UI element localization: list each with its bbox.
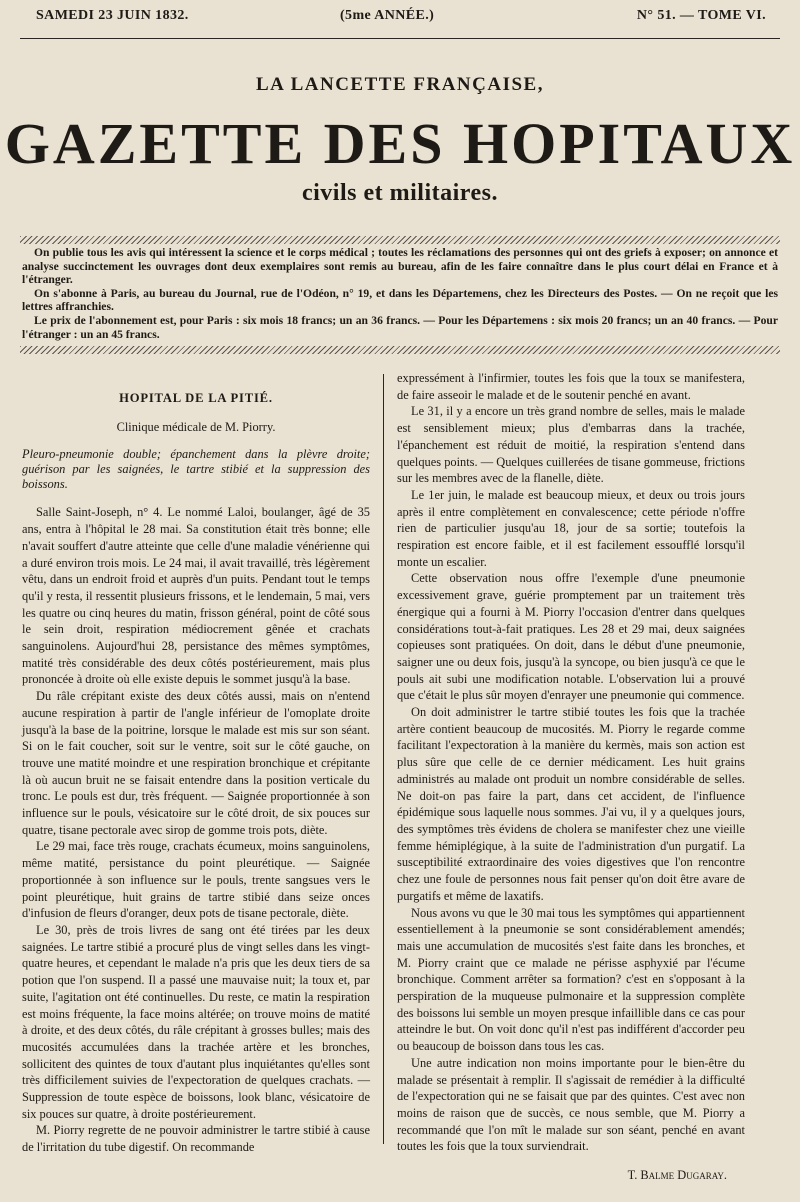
masthead-top-line — [28, 8, 772, 32]
article-left-column — [22, 370, 370, 1156]
column-divider — [383, 374, 384, 1144]
notice-paragraph: Le prix de l'abonnement est, pour Paris : six mois 18 francs; un an 36 francs. — Pour les Départemens : six mois 20 francs; un an 40 francs. — Pour l'étranger : un an 45 francs. — [22, 313, 778, 341]
article-paragraph: Salle Saint-Joseph, n° 4. Le nommé Laloi, boulanger, âgé de 35 ans, entra à l'hôpital le 28 mai. Sa constitution était très bonne; elle n'avait souffert d'autre atteinte que celle d'une maladie vénérienne qui a duré environ trois mois. Le 24 mai, il avait travaillé, très légèrement vêtu, dans un endroit froid et auprès d'un puits. Pendant tout le temps qu'il y resta, il ressentit plusieurs frissons, et le lendemain, 5 mai, vers les quatre ou cinq heures du matin, frisson général, point de côté sous le sein droit, respiration médiocrement gênée et crachats sanguinolens. Aujourd'hui 28, persistance des mêmes symptômes, matité très considérable des deux côtés postérieurement, mais plus prononcée à droite où elle existe depuis le sommet jusqu'à la base. — [22, 505, 370, 687]
lancette-title: LA LANCETTE FRANÇAISE, — [256, 74, 544, 95]
top-rule — [20, 38, 780, 39]
subscription-notice — [22, 246, 778, 341]
issue-number: N° 51. — TOME VI. — [636, 8, 766, 23]
article-paragraph: Nous avons vu que le 30 mai tous les symptômes qui appartiennent essentiellement à la pneumonie se sont considérablement amendés; mais une accumulation de mucosités s'est faite dans les bronches, et M. Piorry craint que ce malade ne périsse asphyxié par l'écume bronchique. Comment arrêter sa formation? c'est en s'opposant à la perspiration de la muqueuse pulmonaire et la suppression complète des boissons lui semble un moyen presque infaillible dans ce cas pour atteindre le but. On voit donc qu'il n'est pas indifférent d'accorder peu ou beaucoup de boisson dans tous les cas. — [397, 905, 745, 1054]
article-paragraph: Le 31, il y a encore un très grand nombre de selles, mais le malade est sensiblement mieux; plus d'embarras dans la trachée, l'épanchement est réduit de moitié, la respiration s'entend dans quelques points. — Quelques cuillerées de tisane gommeuse, frictions sur les membres avec de la flanelle, diète. — [397, 404, 745, 486]
article-right-column — [397, 370, 745, 1184]
article-heading: HOPITAL DE LA PITIÉ. — [119, 391, 273, 405]
article-paragraph: Le 29 mai, face très rouge, crachats écumeux, moins sanguinolens, même matité, persistance du point pleurétique. — Saignée proportionnée à son influence sur le pouls, trente sangsues vers le point pleurétique, huit grains de tartre stibié dans seize onces d'infusion de fleurs d'oranger, deux pots de tisane pectorale, diète. — [22, 839, 370, 921]
wavy-divider-bottom — [20, 346, 780, 354]
issue-year: (5me ANNÉE.) — [340, 8, 435, 23]
article-paragraph: M. Piorry regrette de ne pouvoir administrer le tartre stibié à cause de l'irritation du tube digestif. On recommande — [22, 1123, 370, 1155]
notice-paragraph: On s'abonne à Paris, au bureau du Journal, rue de l'Odéon, n° 19, et dans les Départemens, chez les Directeurs des Postes. — On ne reçoit que les lettres affranchies. — [22, 286, 778, 314]
article-paragraph: Cette observation nous offre l'exemple d'une pneumonie excessivement grave, guérie promptement par un traitement très énergique qui a fourni à M. Piorry l'occasion d'entrer dans quelques considérations tout-à-fait pratiques. Les 28 et 29 mai, deux saignées copieuses sont pratiquées. On doit, dans le début d'une pneumonie, saigner une ou deux fois, jusqu'à la syncope, ou bien jusqu'à ce que le pouls ait subi une modification notable. L'observation lui a prouvé que c'était le plus sûr moyen d'enrayer une pneumonie qui commence. — [397, 571, 745, 703]
notice-paragraph: On publie tous les avis qui intéressent la science et le corps médical ; toutes les réclamations des personnes qui ont des griefs à exposer; on annonce et analyse succinctement les ouvrages dont deux exemplaires sont remis au bureau, afin de les faire connaître dans le plus court délai en France et à l'étranger. — [22, 246, 778, 287]
article-paragraph: On doit administrer le tartre stibié toutes les fois que la trachée artère contient beaucoup de mucosités. M. Piorry le regarde comme facilitant l'expectoration à la manière du kermès, mais son action est plus sûre que celle de ce dernier médicament. Les huit grains administrés au malade ont produit un nombre considérable de selles. Ne doit-on pas faire la part, dans cet accident, de l'influence épidémique sous laquelle nous sommes. J'ai vu, il y a quelques jours, des symptômes très évidens de cholera se manifester chez une vieille femme hémiplégique, à la suite de l'administration d'un purgatif. La susceptibilité extraordinaire des voies digestives que l'on rencontre chez une foule de personnes nous fait penser qu'on doit être avare de purgatifs et même de laxatifs. — [397, 705, 745, 903]
article-paragraph: Une autre indication non moins importante pour le bien-être du malade se présentait à remplir. Il s'agissait de remédier à la difficulté de l'expectoration qui ne se faisait que par des quintes. C'est avec non moins de raison que de succès, ce nous semble, que M. Piorry a recommandé que l'on mît le malade sur son séant, penché en avant toutes les fois que la toux surviendrait. — [397, 1055, 745, 1154]
article-paragraph: Le 30, près de trois livres de sang ont été tirées par les deux saignées. Le tartre stibié a procuré plus de vingt selles dans les vingt-quatre heures, et cependant le malade n'a pris que les deux tiers de sa potion que l'on suspend. Il a passé une mauvaise nuit; la toux et, par suite, l'agitation ont été continuelles. Du reste, ce matin la respiration est moins fréquente, la face moins altérée; on trouve moins de matité à droite, et des deux côtés, du râle crépitant à grosses bulles; mais des mucosités accumulées dans la trachée artère et les bronches, sollicitent des quintes de toux d'autant plus inquiétantes qu'elles sont très difficilement suivies de l'expectoration de quelques crachats. — Suppression de toute espèce de boissons, look blanc, vésicatoire de six pouces sur quatre, à droite postérieurement. — [22, 922, 370, 1121]
newspaper-title: GAZETTE DES HOPITAUX — [4, 111, 796, 176]
wavy-divider-top — [20, 236, 780, 244]
clinic-title: Clinique médicale de M. Piorry. — [116, 419, 276, 434]
article-paragraph: expressément à l'infirmier, toutes les fois que la toux se manifestera, de faire asseoir le malade et de le soutenir penché en avant. — [397, 371, 745, 402]
issue-date: SAMEDI 23 JUIN 1832. — [36, 8, 189, 23]
article-paragraph: Du râle crépitant existe des deux côtés aussi, mais on n'entend aucune respiration à partir de l'angle inférieur de l'omoplate droite jusqu'à la base de la poitrine, lorsque le malade est mis sur son séant. Si on le fait coucher, soit sur le ventre, soit sur le côté gauche, on trouve une matité moindre et une respiration bronchique et crépitante là où aucun bruit ne se faisait entendre dans la position verticale du tronc. Le pouls est dur, très fréquent. — Saignée proportionnée à son influence sur le pouls, vésicatoire sur le côté droit, de six pouces sur quatre, tisane pectorale avec sirop de gomme trois pots, diète. — [22, 689, 370, 837]
article-paragraph: Le 1er juin, le malade est beaucoup mieux, et deux ou trois jours après il entre complètement en convalescence; cette période n'offre rien de particulier jusqu'au 18, jour de sa sortie; toutefois la respiration est encore faible, et il est facilement essoufflé lorsqu'il monte un escalier. — [397, 487, 745, 569]
newspaper-subtitle: civils et militaires. — [301, 180, 498, 206]
article-lead: Pleuro-pneumonie double; épanchement dans la plèvre droite; guérison par les saignées, le tartre stibié et la suppression des boissons. — [22, 447, 370, 492]
article-signature: T. Balme Dugaray. — [627, 1168, 727, 1183]
